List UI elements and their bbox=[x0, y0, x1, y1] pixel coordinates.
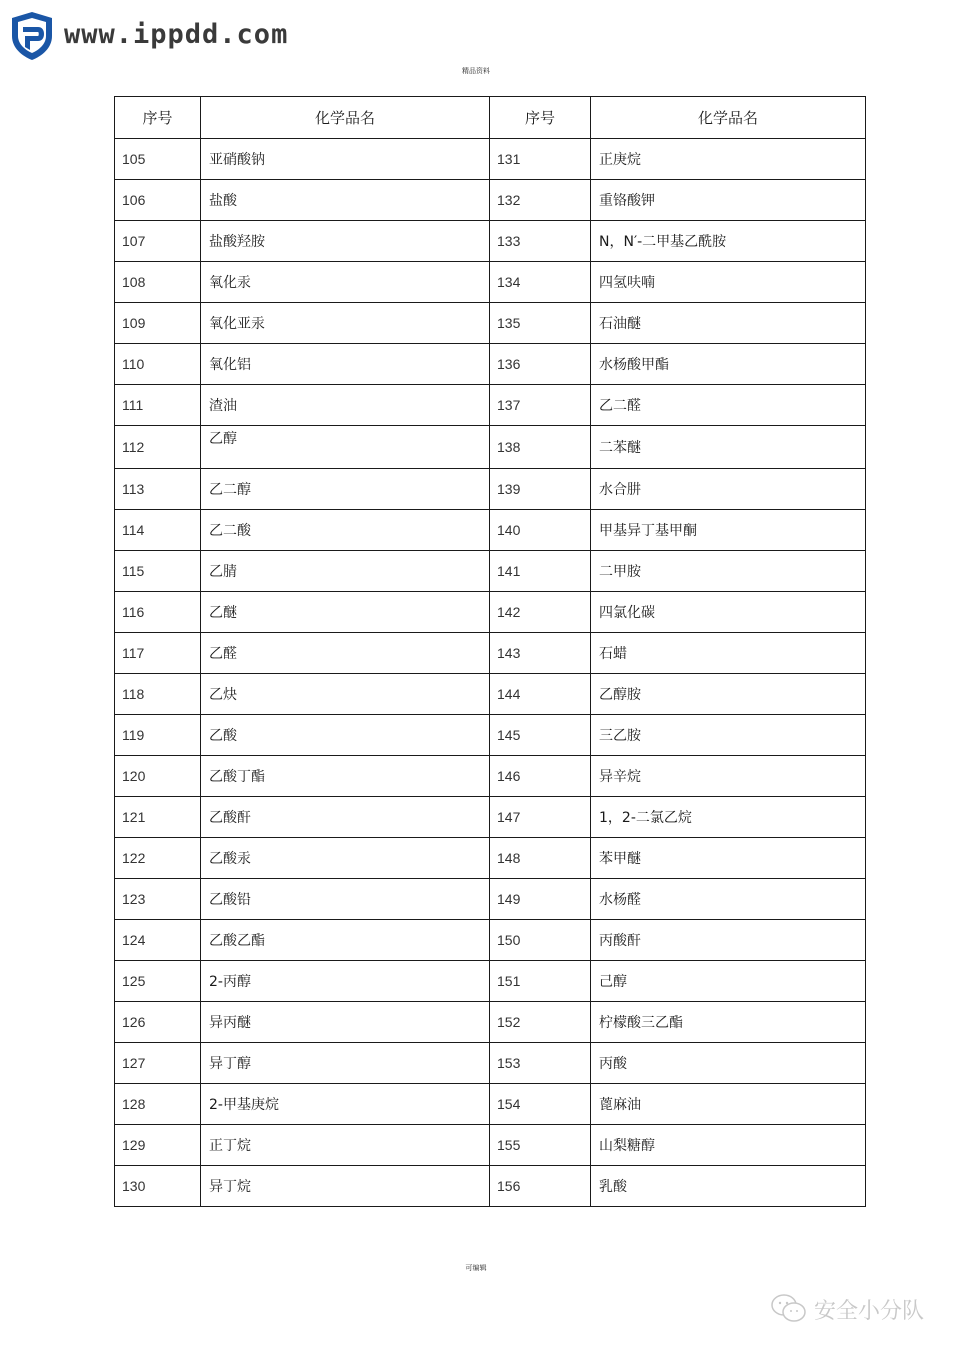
serial-number-cell: 114 bbox=[115, 510, 201, 551]
serial-number-cell: 120 bbox=[115, 756, 201, 797]
site-url-text: www.ippdd.com bbox=[64, 18, 289, 50]
chemical-name-cell: 异丁烷 bbox=[201, 1166, 490, 1207]
serial-number-cell: 150 bbox=[490, 920, 591, 961]
serial-number-cell: 110 bbox=[115, 344, 201, 385]
serial-number-cell: 123 bbox=[115, 879, 201, 920]
serial-number-cell: 156 bbox=[490, 1166, 591, 1207]
chemical-name-cell: N，N′-二甲基乙酰胺 bbox=[591, 221, 866, 262]
serial-number-cell: 138 bbox=[490, 426, 591, 469]
chemical-name-cell: 乙二酸 bbox=[201, 510, 490, 551]
serial-number-cell: 124 bbox=[115, 920, 201, 961]
chemical-name-cell: 氧化亚汞 bbox=[201, 303, 490, 344]
column-header-chemical-name-1: 化学品名 bbox=[201, 97, 490, 139]
wechat-icon bbox=[770, 1293, 808, 1325]
serial-number-cell: 149 bbox=[490, 879, 591, 920]
chemical-name-cell: 1，2-二氯乙烷 bbox=[591, 797, 866, 838]
chemical-name-cell: 乳酸 bbox=[591, 1166, 866, 1207]
serial-number-cell: 105 bbox=[115, 139, 201, 180]
table-row bbox=[115, 674, 866, 715]
serial-number-cell: 144 bbox=[490, 674, 591, 715]
chemical-name-cell: 正丁烷 bbox=[201, 1125, 490, 1166]
table-row bbox=[115, 344, 866, 385]
chemical-name-cell: 四氢呋喃 bbox=[591, 262, 866, 303]
serial-number-cell: 134 bbox=[490, 262, 591, 303]
chemical-name-cell: 氧化铝 bbox=[201, 344, 490, 385]
table-row bbox=[115, 1002, 866, 1043]
serial-number-cell: 126 bbox=[115, 1002, 201, 1043]
serial-number-cell: 152 bbox=[490, 1002, 591, 1043]
serial-number-cell: 155 bbox=[490, 1125, 591, 1166]
serial-number-cell: 117 bbox=[115, 633, 201, 674]
chemical-name-cell: 异丙醚 bbox=[201, 1002, 490, 1043]
chemical-name-cell: 水杨酸甲酯 bbox=[591, 344, 866, 385]
chemical-name-cell: 异辛烷 bbox=[591, 756, 866, 797]
chemical-name-cell: 丙酸 bbox=[591, 1043, 866, 1084]
serial-number-cell: 131 bbox=[490, 139, 591, 180]
chemical-name-cell: 乙酸乙酯 bbox=[201, 920, 490, 961]
chemical-name-cell: 乙二醛 bbox=[591, 385, 866, 426]
chemical-name-cell: 乙酸铅 bbox=[201, 879, 490, 920]
chemical-list-table-container bbox=[114, 96, 865, 1207]
serial-number-cell: 108 bbox=[115, 262, 201, 303]
chemical-name-cell: 亚硝酸钠 bbox=[201, 139, 490, 180]
serial-number-cell: 128 bbox=[115, 1084, 201, 1125]
chemical-name-cell: 氧化汞 bbox=[201, 262, 490, 303]
chemical-name-cell: 丙酸酐 bbox=[591, 920, 866, 961]
serial-number-cell: 137 bbox=[490, 385, 591, 426]
chemical-name-cell: 乙酸丁酯 bbox=[201, 756, 490, 797]
table-row bbox=[115, 469, 866, 510]
serial-number-cell: 112 bbox=[115, 426, 201, 469]
chemical-name-cell: 乙醚 bbox=[201, 592, 490, 633]
table-row bbox=[115, 139, 866, 180]
serial-number-cell: 145 bbox=[490, 715, 591, 756]
serial-number-cell: 151 bbox=[490, 961, 591, 1002]
table-row bbox=[115, 756, 866, 797]
shield-p-logo-icon bbox=[8, 10, 56, 62]
wechat-watermark bbox=[770, 1293, 924, 1325]
serial-number-cell: 119 bbox=[115, 715, 201, 756]
serial-number-cell: 118 bbox=[115, 674, 201, 715]
chemical-name-cell: 异丁醇 bbox=[201, 1043, 490, 1084]
serial-number-cell: 133 bbox=[490, 221, 591, 262]
table-row bbox=[115, 633, 866, 674]
serial-number-cell: 113 bbox=[115, 469, 201, 510]
table-row bbox=[115, 797, 866, 838]
chemical-name-cell: 盐酸 bbox=[201, 180, 490, 221]
table-row bbox=[115, 1043, 866, 1084]
chemical-name-cell: 四氯化碳 bbox=[591, 592, 866, 633]
chemical-name-cell: 乙醇 bbox=[201, 426, 490, 469]
serial-number-cell: 143 bbox=[490, 633, 591, 674]
chemical-name-cell: 盐酸羟胺 bbox=[201, 221, 490, 262]
chemical-name-cell: 山梨糖醇 bbox=[591, 1125, 866, 1166]
table-row bbox=[115, 385, 866, 426]
table-row bbox=[115, 551, 866, 592]
table-row bbox=[115, 180, 866, 221]
chemical-name-cell: 乙酸酐 bbox=[201, 797, 490, 838]
table-header-row bbox=[115, 97, 866, 139]
serial-number-cell: 115 bbox=[115, 551, 201, 592]
table-row bbox=[115, 426, 866, 469]
serial-number-cell: 130 bbox=[115, 1166, 201, 1207]
serial-number-cell: 141 bbox=[490, 551, 591, 592]
table-row bbox=[115, 879, 866, 920]
table-row bbox=[115, 920, 866, 961]
chemical-name-cell: 2-甲基庚烷 bbox=[201, 1084, 490, 1125]
serial-number-cell: 127 bbox=[115, 1043, 201, 1084]
table-row bbox=[115, 1166, 866, 1207]
chemical-name-cell: 蓖麻油 bbox=[591, 1084, 866, 1125]
watermark-text: 安全小分队 bbox=[814, 1298, 925, 1324]
table-row bbox=[115, 1125, 866, 1166]
serial-number-cell: 142 bbox=[490, 592, 591, 633]
serial-number-cell: 135 bbox=[490, 303, 591, 344]
chemical-name-cell: 乙炔 bbox=[201, 674, 490, 715]
table-row bbox=[115, 221, 866, 262]
serial-number-cell: 153 bbox=[490, 1043, 591, 1084]
chemical-name-cell: 乙腈 bbox=[201, 551, 490, 592]
chemical-name-cell: 渣油 bbox=[201, 385, 490, 426]
serial-number-cell: 140 bbox=[490, 510, 591, 551]
chemical-name-cell: 石油醚 bbox=[591, 303, 866, 344]
serial-number-cell: 116 bbox=[115, 592, 201, 633]
chemical-name-cell: 二甲胺 bbox=[591, 551, 866, 592]
chemical-list-table bbox=[114, 96, 866, 1207]
chemical-name-cell: 正庚烷 bbox=[591, 139, 866, 180]
serial-number-cell: 146 bbox=[490, 756, 591, 797]
chemical-name-cell: 乙酸 bbox=[201, 715, 490, 756]
table-row bbox=[115, 961, 866, 1002]
chemical-name-cell: 重铬酸钾 bbox=[591, 180, 866, 221]
serial-number-cell: 129 bbox=[115, 1125, 201, 1166]
table-row bbox=[115, 838, 866, 879]
chemical-name-cell: 三乙胺 bbox=[591, 715, 866, 756]
serial-number-cell: 106 bbox=[115, 180, 201, 221]
column-header-serial-1: 序号 bbox=[115, 97, 201, 139]
serial-number-cell: 132 bbox=[490, 180, 591, 221]
site-logo bbox=[8, 10, 288, 62]
serial-number-cell: 121 bbox=[115, 797, 201, 838]
serial-number-cell: 136 bbox=[490, 344, 591, 385]
serial-number-cell: 107 bbox=[115, 221, 201, 262]
chemical-name-cell: 苯甲醚 bbox=[591, 838, 866, 879]
chemical-name-cell: 2-丙醇 bbox=[201, 961, 490, 1002]
chemical-name-cell: 水合肼 bbox=[591, 469, 866, 510]
table-row bbox=[115, 510, 866, 551]
column-header-chemical-name-2: 化学品名 bbox=[591, 97, 866, 139]
chemical-name-cell: 柠檬酸三乙酯 bbox=[591, 1002, 866, 1043]
chemical-name-cell: 乙酸汞 bbox=[201, 838, 490, 879]
serial-number-cell: 125 bbox=[115, 961, 201, 1002]
chemical-name-cell: 乙醛 bbox=[201, 633, 490, 674]
chemical-name-cell: 石蜡 bbox=[591, 633, 866, 674]
chemical-name-cell: 己醇 bbox=[591, 961, 866, 1002]
table-row bbox=[115, 262, 866, 303]
serial-number-cell: 148 bbox=[490, 838, 591, 879]
table-row bbox=[115, 715, 866, 756]
serial-number-cell: 109 bbox=[115, 303, 201, 344]
serial-number-cell: 139 bbox=[490, 469, 591, 510]
table-row bbox=[115, 1084, 866, 1125]
serial-number-cell: 111 bbox=[115, 385, 201, 426]
serial-number-cell: 122 bbox=[115, 838, 201, 879]
chemical-name-cell: 乙醇胺 bbox=[591, 674, 866, 715]
serial-number-cell: 147 bbox=[490, 797, 591, 838]
chemical-name-cell: 水杨醛 bbox=[591, 879, 866, 920]
chemical-name-cell: 二苯醚 bbox=[591, 426, 866, 469]
column-header-serial-2: 序号 bbox=[490, 97, 591, 139]
table-body bbox=[115, 139, 866, 1207]
page-header-note: 精品资料 bbox=[462, 67, 490, 75]
table-row bbox=[115, 592, 866, 633]
chemical-name-cell: 乙二醇 bbox=[201, 469, 490, 510]
table-row bbox=[115, 303, 866, 344]
page-footer-note: 可编辑 bbox=[465, 1264, 487, 1272]
chemical-name-cell: 甲基异丁基甲酮 bbox=[591, 510, 866, 551]
serial-number-cell: 154 bbox=[490, 1084, 591, 1125]
